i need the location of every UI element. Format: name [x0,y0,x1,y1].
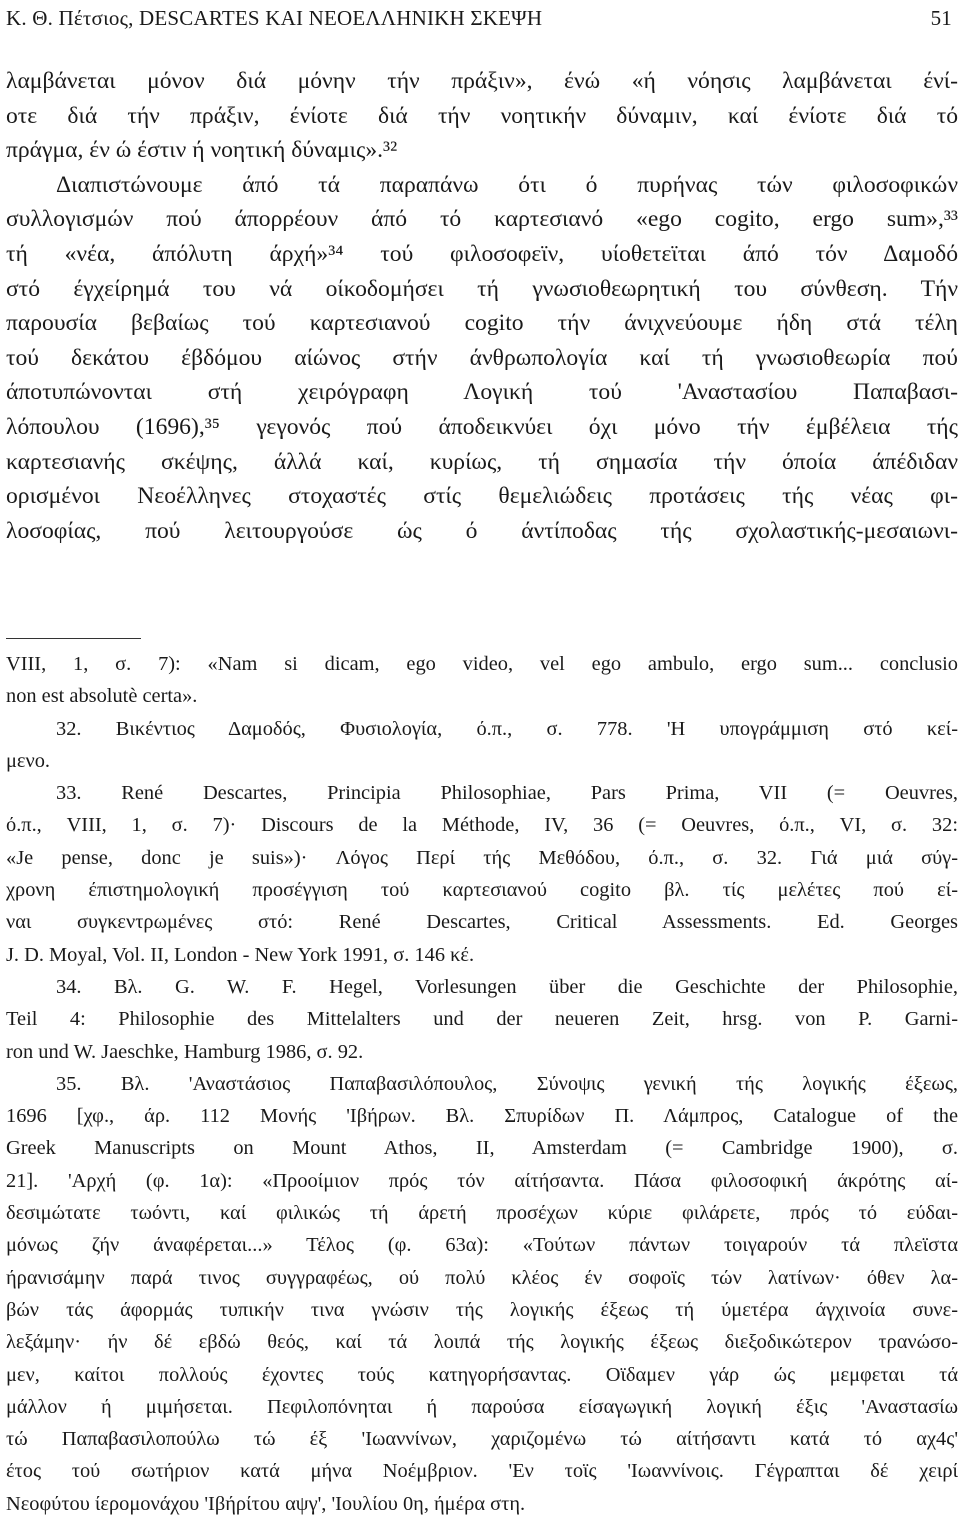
running-header [6,6,952,38]
footnote-line: τώ Παπαβασιλοπούλω τώ έξ 'Ιωαννίνων, χαριζομένω τώ αίτήσαντι κατά τό αχ4ς' [6,1428,958,1451]
text-line: οτε διά τήν πράξιν, ένίοτε διά τήν νοητικήν δύναμιν, καί ένίοτε διά τό [6,102,958,129]
footnotes [6,648,958,1520]
footnote-line: χρονη έπιστημολογική προσέγγιση τού καρτεσιανού cogito βλ. τίς μελέτες πού εί- [6,879,958,902]
text-line: συλλογισμών πού άπορρέουν άπό τό καρτεσιανό «ego cogito, ergo sum»,³³ [6,206,958,233]
footnote-line: Teil 4: Philosophie des Mittelalters und der neueren Zeit, hrsg. von P. Garni- [6,1008,958,1031]
text-line: Διαπιστώνουμε άπό τά παραπάνω ότι ό πυρήνας τών φιλοσοφικών [56,171,958,198]
footnote-line: βών τάς άφορμάς τυπικήν τινα γνώσιν τής λογικής έξεως τή ύμετέρα άγχινοία συνε- [6,1298,958,1321]
text-line: πράγμα, έν ώ έστιν ή νοητική δύναμις».³² [6,137,398,164]
footnote-line: 1696 [χφ., άρ. 112 Μονής 'Ιβήρων. Βλ. Σπυρίδων Π. Λάμπρος, Catalogue of the [6,1105,958,1128]
text-line: ορισμένοι Νεοέλληνες στοχαστές στίς θεμελιώδεις προτάσεις τής νέας φι- [6,483,958,510]
footnote-line: VIII, 1, σ. 7): «Nam si dicam, ego video, vel ego ambulo, ergo sum... conclusio [6,653,958,675]
text-line: λόπουλου (1696),³⁵ γεγονός πού άποδεικνύει όχι μόνο τήν έμβέλεια τής [6,413,958,440]
footnote-line: μόνως ζήν άναφέρεται...» Τέλος (φ. 63α): «Τούτων πάντων τοιγαρούν τά πλεϊστα [6,1234,958,1257]
footnote-line: δεσιμώτατε τωόντι, καί φιλικώς τή άρετή προσέχων κύριε φιλάρετε, πρός τό εύδαι- [6,1202,958,1225]
footnote-line: 21]. 'Αρχή (φ. 1α): «Προοίμιον πρός τόν αίτήσαντα. Πάσα φιλοσοφική άκρότης αί- [6,1169,958,1192]
footnote-line: ron und W. Jaeschke, Hamburg 1986, σ. 92. [6,1040,364,1063]
footnote-line: μεν, καίτοι πολλούς έχοντες τούς κατηγορήσαντας. Οϊδαμεν γάρ ώς μεμφεται τά [6,1363,958,1386]
footnote-line: 34. Βλ. G. W. F. Hegel, Vorlesungen über die Geschichte der Philosophie, [56,975,958,998]
footnote-line: 35. Βλ. 'Αναστάσιος Παπαβασιλόπουλος, Σύνοψις γενική τής λογικής έξεως, [56,1072,958,1095]
footnote-line: έτος τού σωτήριον κατά μήνα Νοέμβριον. 'Εν τοϊς 'Ιωαννίνοις. Γέγραπται δέ χειρί [6,1460,958,1483]
footnote-line: 33. René Descartes, Principia Philosophiae, Pars Prima, VII (= Oeuvres, [56,782,958,805]
text-line: τή «νέα, άπόλυτη άρχή»³⁴ τού φιλοσοφεϊν, υίοθετεϊται άπό τόν Δαμοδό [6,240,958,267]
running-title: K. Θ. Πέτσιος, DESCARTES ΚΑΙ ΝΕΟΕΛΛΗΝΙΚΗ ΣΚΕΨΗ [6,6,543,30]
main-text [6,64,958,548]
page-number: 51 [930,6,952,30]
text-line: στό έγχείρημά του νά οίκοδομήσει τή γνωσιοθεωρητική του σύνθεση. Τήν [6,275,958,302]
text-line: άποτυπώνονται στή χειρόγραφη Λογική τού 'Αναστασίου Παπαβασι- [6,379,958,406]
footnote-line: ναι συγκεντρωμένες στό: René Descartes, Critical Assessments. Ed. Georges [6,911,958,934]
footnote-line: Greek Manuscripts on Mount Athos, II, Amsterdam (= Cambridge 1900), σ. [6,1137,958,1160]
footnote-line: λεξάμην· ήν δέ εβδώ θεός, καί τά λοιπά τής λογικής έξεως διεξοδικώτερον τρανώσο- [6,1331,958,1354]
footnote-line: μενο. [6,749,51,772]
footnote-line: «Je pense, donc je suis»)· Λόγος Περί τής Μεθόδου, ό.π., σ. 32. Γιά μιά σύγ- [6,846,958,869]
text-line: παρουσία βεβαίως τού καρτεσιανού cogito τήν άνιχνεύουμε ήδη στά τέλη [6,310,958,337]
footnote-line: J. D. Moyal, Vol. II, London - New York 1991, σ. 146 κέ. [6,943,475,966]
footnote-line: ό.π., VIII, 1, σ. 7)· Discours de la Méthode, IV, 36 (= Oeuvres, ό.π., VI, σ. 32: [6,814,958,837]
footnote-line: μάλλον ή μιμήσεται. Πεφιλοπόνηται ή παρούσα είσαγωγική λογική έξις 'Αναστασίω [6,1395,958,1418]
footnote-divider [6,638,141,639]
text-line: λοσοφίας, πού λειτουργούσε ώς ό άντίποδας τής σχολαστικής-μεσαιωνι- [6,517,958,544]
footnote-line: non est absolutè certa». [6,685,198,708]
footnote-line: 32. Βικέντιος Δαμοδός, Φυσιολογία, ό.π., σ. 778. 'Η υπογράμμιση στό κεί- [56,717,958,740]
text-line: τού δεκάτου έβδόμου αίώνος στήν άνθρωπολογία καί τή γνωσιοθεωρία πού [6,344,958,371]
text-line: καρτεσιανής σκέψης, άλλά καί, κυρίως, τή σημασία τήν όποία άπέδιδαν [6,448,958,475]
footnote-line: ήρανισάμην παρά τινος συγγραφέως, ού πολύ κλέος έν σοφοϊς τών λατίνων· όθεν λα- [6,1266,958,1289]
footnote-line: Νεοφύτου ίερομονάχου 'Ιβήρίτου αψγ', 'Ιουλίου 0η, ήμέρα στη. [6,1492,526,1515]
text-line: λαμβάνεται μόνον διά μόνην τήν πράξιν», ένώ «ή νόησις λαμβάνεται ένί- [6,68,958,94]
